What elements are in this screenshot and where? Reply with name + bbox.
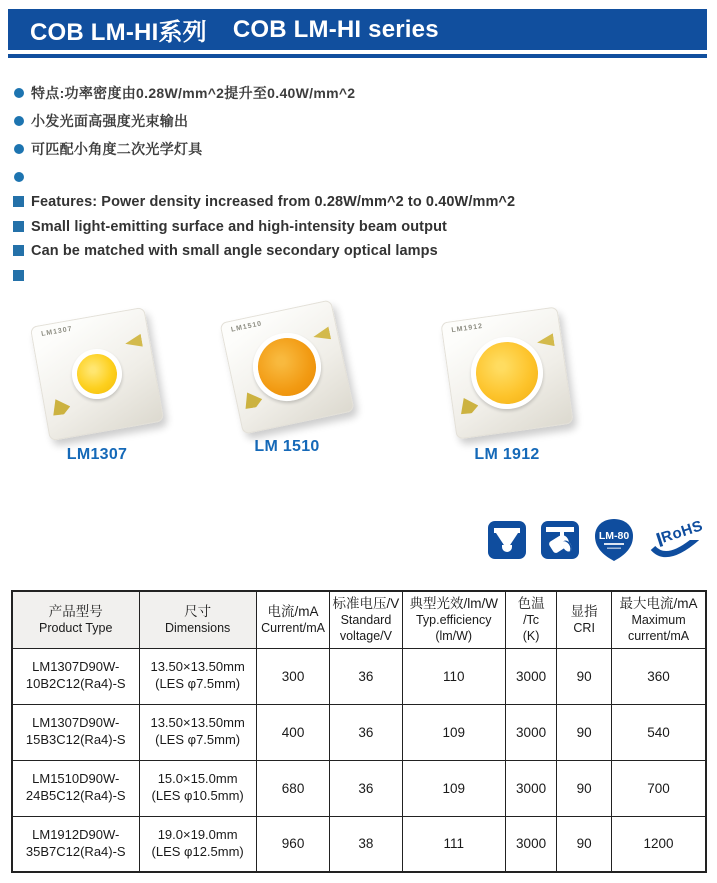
bullet-square-icon — [13, 245, 24, 256]
table-header-row — [12, 591, 706, 648]
feature-item-en — [0, 190, 717, 215]
product-label: LM1307 — [66, 446, 128, 463]
title-underline — [8, 54, 707, 58]
cell-max-current: 1200 — [612, 816, 706, 872]
cell-cri: 90 — [557, 648, 612, 704]
solder-pad-icon — [536, 333, 555, 348]
title-bar — [8, 9, 707, 50]
cell-dimensions: 19.0×19.0mm (LES φ12.5mm) — [139, 816, 256, 872]
feature-item-cn — [0, 79, 717, 107]
bullet-dot-icon — [14, 88, 24, 98]
table-row — [12, 816, 706, 872]
col-header-current: 电流/mA Current/mA — [256, 591, 330, 648]
cell-efficiency: 109 — [402, 760, 505, 816]
feature-text: 特点:功率密度由0.28W/mm^2提升至0.40W/mm^2 — [31, 85, 356, 101]
spec-table — [11, 590, 707, 873]
feature-item-cn — [0, 107, 717, 135]
product-label: LM 1912 — [474, 446, 540, 463]
led-emitter-area — [68, 345, 126, 403]
cell-current: 400 — [256, 704, 330, 760]
downlight-trim — [494, 528, 520, 533]
bullet-dot-icon — [14, 116, 24, 126]
bullet-square-icon — [13, 270, 24, 281]
cell-product-type: LM1307D90W- 15B3C12(Ra4)-S — [12, 704, 139, 760]
cell-cri: 90 — [557, 816, 612, 872]
feature-item-cn — [0, 163, 717, 191]
bullet-square-icon — [13, 221, 24, 232]
cob-module-photo — [440, 306, 573, 439]
cell-current: 300 — [256, 648, 330, 704]
cell-efficiency: 110 — [402, 648, 505, 704]
cell-dimensions: 13.50×13.50mm (LES φ7.5mm) — [139, 704, 256, 760]
product-figure-lm1307 — [22, 302, 172, 464]
table-row — [12, 704, 706, 760]
rohs-swoosh — [649, 540, 701, 562]
feature-text: Can be matched with small angle secondary optical lamps — [31, 243, 438, 260]
col-header-dimensions: 尺寸 Dimensions — [139, 591, 256, 648]
cell-cct: 3000 — [505, 760, 556, 816]
feature-text: Features: Power density increased from 0.28W/mm^2 to 0.40W/mm^2 — [31, 194, 516, 211]
col-header-voltage: 标准电压/V Standard voltage/V — [330, 591, 402, 648]
board-marking-text: LM1912 — [451, 322, 484, 335]
solder-pad-icon — [312, 326, 331, 342]
rohs-logo — [649, 517, 706, 562]
certification-icons-row — [488, 517, 706, 560]
cell-efficiency: 109 — [402, 704, 505, 760]
cell-efficiency: 111 — [402, 816, 505, 872]
col-header-efficiency: 典型光效/lm/W Typ.efficiency (lm/W) — [402, 591, 505, 648]
led-emitter-area — [247, 327, 328, 408]
cell-voltage: 36 — [330, 760, 402, 816]
cell-voltage: 36 — [330, 704, 402, 760]
page-title-zh: COB LM-HI系列 — [30, 19, 207, 46]
lm80-badge — [594, 518, 634, 562]
track-lamp-face — [560, 539, 573, 553]
cob-module-photo — [30, 307, 164, 441]
cell-cct: 3000 — [505, 704, 556, 760]
col-header-cct: 色温 /Tc (K) — [505, 591, 556, 648]
solder-pad-icon — [50, 396, 72, 416]
solder-pad-icon — [124, 334, 143, 350]
cell-cri: 90 — [557, 704, 612, 760]
rohs-label: RoHS — [656, 519, 705, 547]
cell-current: 960 — [256, 816, 330, 872]
col-header-max-current: 最大电流/mA Maximum current/mA — [612, 591, 706, 648]
spec-table-wrap — [11, 590, 707, 873]
bullet-dot-icon — [14, 172, 24, 182]
solder-pad-icon — [241, 389, 263, 410]
board-marking-text: LM1510 — [230, 320, 263, 334]
product-figure-lm1510 — [212, 296, 362, 456]
feature-text: Small light-emitting surface and high-intensity beam output — [31, 218, 447, 235]
feature-text: 可匹配小角度二次光学灯具 — [31, 141, 203, 157]
col-header-product-type: 产品型号 Product Type — [12, 591, 139, 648]
bullet-dot-icon — [14, 144, 24, 154]
feature-text: 小发光面高强度光束输出 — [31, 113, 189, 129]
feature-item-en — [0, 264, 717, 289]
cell-cri: 90 — [557, 760, 612, 816]
lm80-label: LM-80 — [598, 530, 630, 542]
table-row — [12, 648, 706, 704]
table-row — [12, 760, 706, 816]
cob-module-photo — [219, 299, 354, 434]
downlight-cone — [496, 533, 518, 545]
product-label: LM 1510 — [254, 438, 320, 455]
feature-item-cn — [0, 135, 717, 163]
cell-max-current: 360 — [612, 648, 706, 704]
solder-pad-icon — [458, 395, 479, 414]
cell-cct: 3000 — [505, 816, 556, 872]
page-title-en: COB LM-HI series — [232, 15, 439, 43]
bullet-square-icon — [13, 196, 24, 207]
track-light-icon — [541, 521, 579, 559]
cell-dimensions: 15.0×15.0mm (LES φ10.5mm) — [139, 760, 256, 816]
cell-cct: 3000 — [505, 648, 556, 704]
features-list-cn — [0, 79, 717, 191]
cell-max-current: 700 — [612, 760, 706, 816]
cell-dimensions: 13.50×13.50mm (LES φ7.5mm) — [139, 648, 256, 704]
cell-max-current: 540 — [612, 704, 706, 760]
col-header-cri: 显指 CRI — [557, 591, 612, 648]
downlight-bulb — [502, 545, 512, 552]
board-marking-text: LM1307 — [40, 325, 74, 339]
product-figure-lm1912 — [432, 300, 582, 464]
downlight-icon — [488, 521, 526, 559]
cell-current: 680 — [256, 760, 330, 816]
led-emitter-area — [466, 332, 547, 413]
features-list-en — [0, 190, 717, 288]
cell-product-type: LM1912D90W- 35B7C12(Ra4)-S — [12, 816, 139, 872]
cell-product-type: LM1510D90W- 24B5C12(Ra4)-S — [12, 760, 139, 816]
feature-item-en — [0, 215, 717, 240]
cell-product-type: LM1307D90W- 10B2C12(Ra4)-S — [12, 648, 139, 704]
product-gallery — [0, 296, 717, 471]
cell-voltage: 38 — [330, 816, 402, 872]
cell-voltage: 36 — [330, 648, 402, 704]
feature-item-en — [0, 239, 717, 264]
